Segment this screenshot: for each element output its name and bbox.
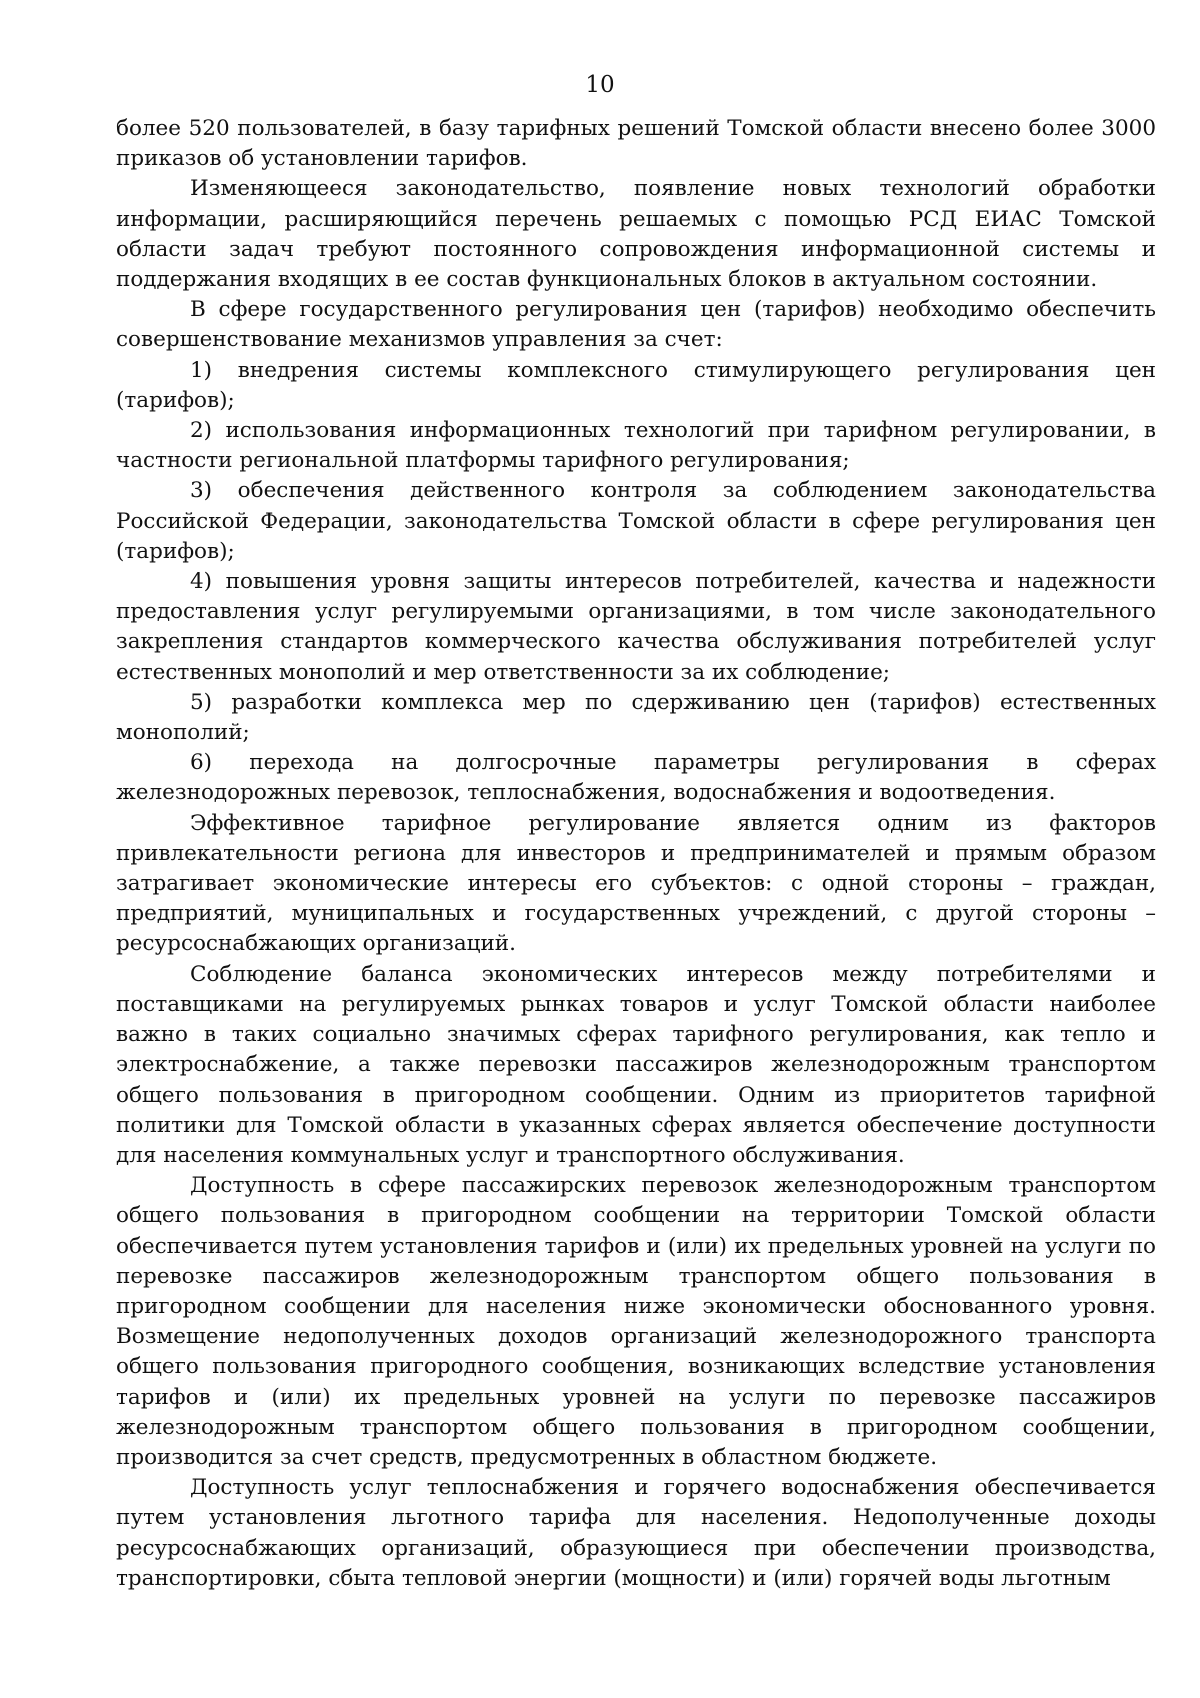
list-item-1: 1) внедрения системы комплексного стимулирующего регулирования цен (тарифов); [116,357,1156,413]
list-item-2: 2) использования информационных технологий при тарифном регулировании, в частности региональной платформы тарифного регулирования; [116,418,1156,474]
document-body [116,114,1156,1594]
paragraph-effective-regulation: Эффективное тарифное регулирование является одним из факторов привлекательности региона для инвесторов и предпринимателей и прямым образом затрагивает экономические интересы его субъектов: с одной стороны – граждан, предприятий, муниципальных и государственных учреждений, с другой стороны – ресурсоснабжающих организаций. [116,810,1156,957]
list-item-6: 6) перехода на долгосрочные параметры регулирования в сферах железнодорожных перевозок, теплоснабжения, водоснабжения и водоотведения. [116,750,1156,806]
paragraph-regulation-improvement: В сфере государственного регулирования цен (тарифов) необходимо обеспечить совершенствование механизмов управления за счет: [116,297,1156,353]
list-item-4: 4) повышения уровня защиты интересов потребителей, качества и надежности предоставления услуг регулируемыми организациями, в том числе законодательного закрепления стандартов коммерческого качества обслуживания потребителей услуг естественных монополий и мер ответственности за их соблюдение; [116,569,1156,685]
paragraph-heat-supply-accessibility: Доступность услуг теплоснабжения и горячего водоснабжения обеспечивается путем установления льготного тарифа для населения. Недополученные доходы ресурсоснабжающих организаций, образующиеся при обеспечении производства, транспортировки, сбыта тепловой энергии (мощности) и (или) горячей воды льготным [116,1475,1156,1591]
page-number: 10 [585,72,615,98]
paragraph-balance-of-interests: Соблюдение баланса экономических интересов между потребителями и поставщиками на регулируемых рынках товаров и услуг Томской области наиболее важно в таких социально значимых сферах тарифного регулирования, как тепло и электроснабжение, а также перевозки пассажиров железнодорожным транспортом общего пользования в пригородном сообщении. Одним из приоритетов тарифной политики для Томской области в указанных сферах является обеспечение доступности для населения коммунальных услуг и транспортного обслуживания. [116,961,1156,1168]
list-item-5: 5) разработки комплекса мер по сдерживанию цен (тарифов) естественных монополий; [116,689,1156,746]
paragraph-rail-accessibility: Доступность в сфере пассажирских перевозок железнодорожным транспортом общего пользования в пригородном сообщении на территории Томской области обеспечивается путем установления тарифов и (или) их предельных уровней на услуги по перевозке пассажиров железнодорожным транспортом общего пользования в пригородном сообщении для населения ниже экономически обоснованного уровня. Возмещение недополученных доходов организаций железнодорожного транспорта общего пользования пригородного сообщения, возникающих вследствие установления тарифов и (или) их предельных уровней на услуги по перевозке пассажиров железнодорожным транспортом общего пользования в пригородном сообщении, производится за счет средств, предусмотренных в областном бюджете. [116,1173,1156,1470]
list-item-3: 3) обеспечения действенного контроля за соблюдением законодательства Российской Федерации, законодательства Томской области в сфере регулирования цен (тарифов); [116,478,1156,564]
paragraph-legislation-changes: Изменяющееся законодательство, появление новых технологий обработки информации, расширяющийся перечень решаемых с помощью РСД ЕИАС Томской области задач требуют постоянного сопровождения информационной системы и поддержания входящих в ее состав функциональных блоков в актуальном состоянии. [116,176,1156,293]
paragraph-continuation: более 520 пользователей, в базу тарифных решений Томской области внесено более 3000 приказов об установлении тарифов. [116,116,1156,172]
